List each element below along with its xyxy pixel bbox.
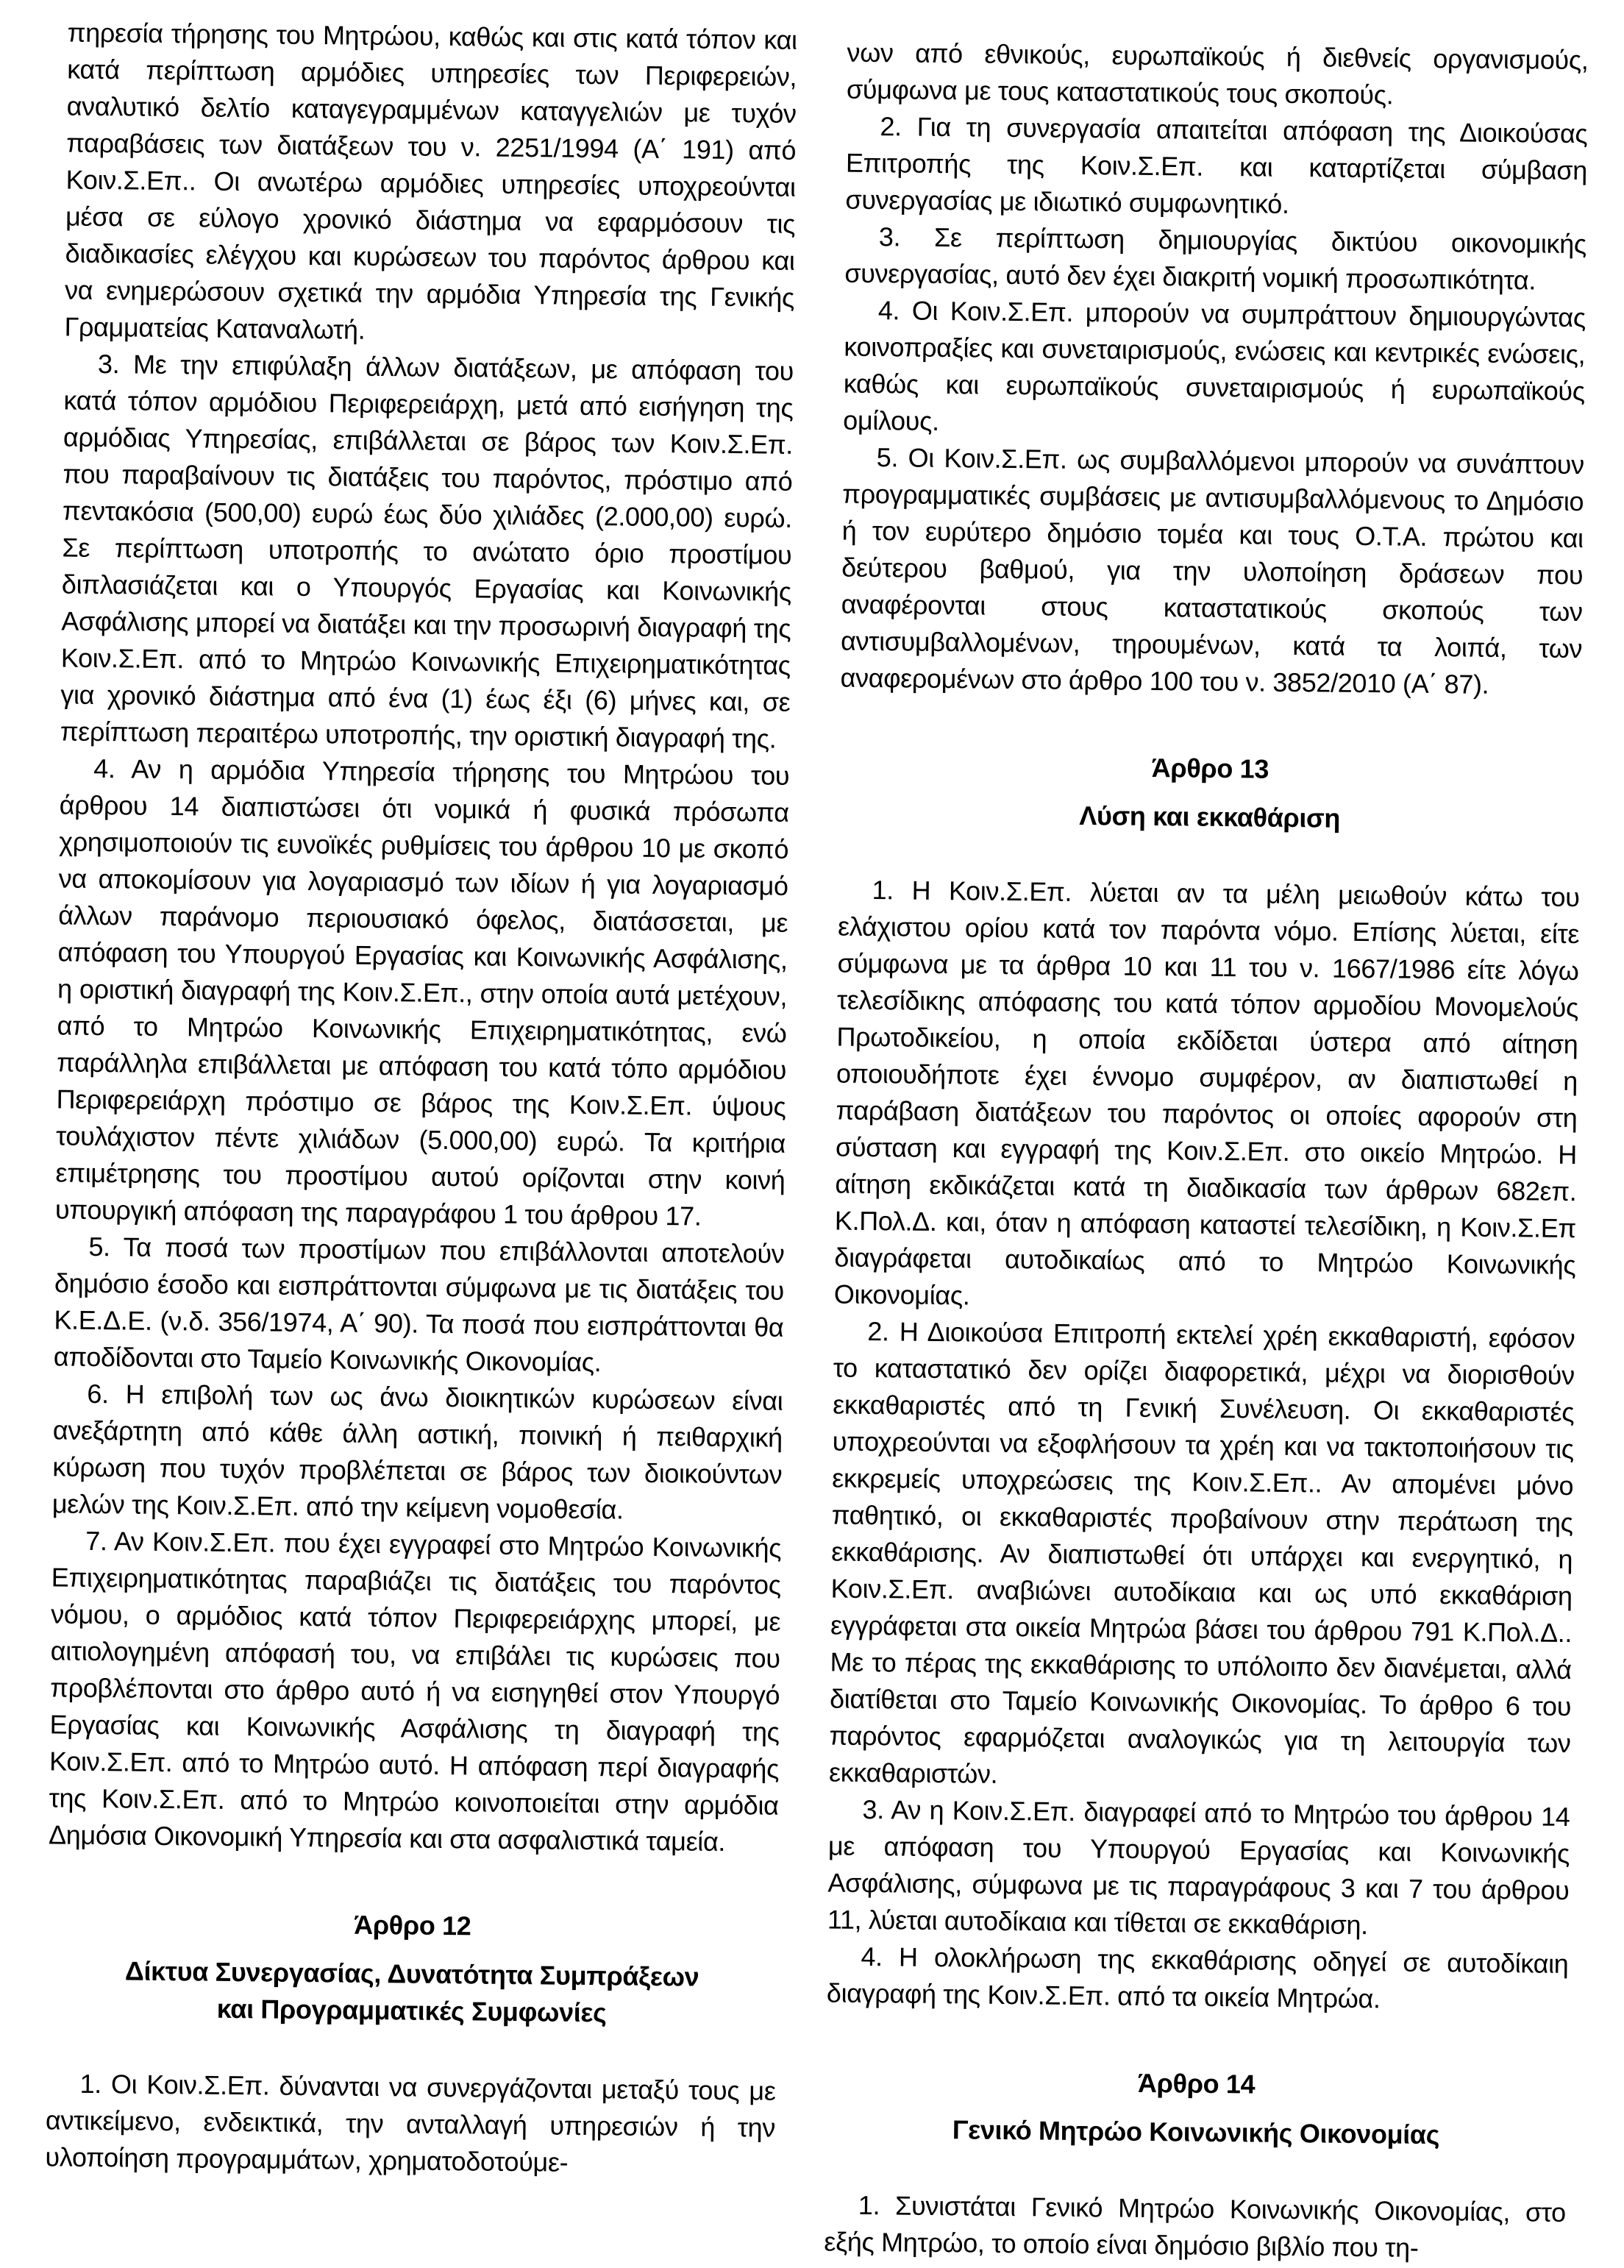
article-title: Άρθρο 13 <box>1151 752 1269 784</box>
paragraph: 1. Η Κοιν.Σ.Επ. λύεται αν τα μέλη μειωθούν κάτω του ελάχιστου ορίου κατά τον παρόντα νόμο. Επίσης λύεται, είτε σύμφωνα με τα άρθρα 10 και 11 του ν. 1667/1986 είτε λόγω τελεσίδικης απόφασης του κατά τόπον αρμοδίου Μονομελούς Πρωτοδικείου, η οποία εκδίδεται ύστερα από αίτηση οποιουδήποτε έχει έννομο συμφέρον, αν διαπιστωθεί η παράβαση διατάξεων του παρόντος οι οποίες αφορούν στη σύσταση και εγγραφή της Κοιν.Σ.Επ. στο οικείο Μητρώο. Η αίτηση εκδικάζεται κατά τη διαδικασία των άρθρων 682επ. Κ.Πολ.Δ. και, όταν η απόφαση καταστεί τελεσίδικη, η Κοιν.Σ.Επ διαγράφεται αυτοδικαίως από το Μητρώο Κοινωνικής Οικονομίας. <box>833 875 1580 1311</box>
paragraph: 6. Η επιβολή των ως άνω διοικητικών κυρώσεων είναι ανεξάρτητη από κάθε άλλη αστική, ποινική ή πειθαρχική κύρωση που τυχόν προβλέπεται σε βάρος των διοικούντων μελών της Κοιν.Σ.Επ. από την κείμενη νομοθεσία. <box>51 1378 783 1525</box>
article-12-heading <box>46 1903 777 2033</box>
paragraph: 3. Αν η Κοιν.Σ.Επ. διαγραφεί από το Μητρώο του άρθρου 14 με απόφαση του Υπουργού Εργασίας και Κοινωνικής Ασφάλισης, σύμφωνα με τις παραγράφους 3 και 7 του άρθρου 11, λύεται αυτοδίκαια και τίθεται σε εκκαθάριση. <box>827 1794 1570 1941</box>
article-subtitle: Λύση και εκκαθάριση <box>1079 800 1341 833</box>
paragraph: 2. Για τη συνεργασία απαιτείται απόφαση της Διοικούσας Επιτροπής της Κοιν.Σ.Επ. και καταρτίζεται σύμβαση συνεργασίας με ιδιωτικό συμφωνητικό. <box>845 111 1588 219</box>
text-column-left <box>44 15 797 2260</box>
article-title: Άρθρο 12 <box>354 1909 471 1941</box>
paragraph: 4. Αν η αρμόδια Υπηρεσία τήρησης του Μητρώου του άρθρου 14 διαπιστώσει ότι νομικά ή φυσικά πρόσωπα χρησιμοποιούν τις ευνοϊκές ρυθμίσεις του άρθρου 10 με σκοπό να αποκομίσουν για λογαριασμό των ιδίων ή για λογαριασμό άλλων παράνομο περιουσιακό όφελος, διατάσσεται, με απόφαση του Υπουργού Εργασίας και Κοινωνικής Ασφάλισης, η οριστική διαγραφή της Κοιν.Σ.Επ., στην οποία αυτά μετέχουν, από το Μητρώο Κοινωνικής Επιχειρηματικότητας, ενώ παράλληλα επιβάλλεται με απόφαση του κατά τόπο αρμόδιου Περιφερειάρχη πρόστιμο σε βάρος της Κοιν.Σ.Επ. ύψους τουλάχιστον πέντε χιλιάδων (5.000,00) ευρώ. Τα κριτήρια επιμέτρησης του προστίμου αυτού ορίζονται στην κοινή υπουργική απόφαση της παραγράφου 1 του άρθρου 17. <box>54 753 790 1231</box>
paragraph: 5. Οι Κοιν.Σ.Επ. ως συμβαλλόμενοι μπορούν να συνάπτουν προγραμματικές συμβάσεις με αντισυμβαλλόμενους το Δημόσιο ή τον ευρύτερο δημόσιο τομέα και τους Ο.Τ.Α. πρώτου και δεύτερου βαθμού, για την υλοποίηση δράσεων που αναφέρονται στους καταστατικούς σκοπούς των αντισυμβαλλομένων, τηρουμένων, κατά τα λοιπά, των αναφερομένων στο άρθρο 100 του ν. 3852/2010 (Α΄ 87). <box>840 442 1584 700</box>
paragraph: 5. Τα ποσά των προστίμων που επιβάλλονται αποτελούν δημόσιο έσοδο και εισπράττονται σύμφωνα με τις διατάξεις του Κ.Ε.Δ.Ε. (ν.δ. 356/1974, Α΄ 90). Τα ποσά που εισπράττονται θα αποδίδονται στο Ταμείο Κοινωνικής Οικονομίας. <box>53 1231 785 1378</box>
paragraph: 2. Η Διοικούσα Επιτροπή εκτελεί χρέη εκκαθαριστή, εφόσον το καταστατικό δεν ορίζει διαφορετικά, μέχρι να διορισθούν εκκαθαριστές από τη Γενική Συνέλευση. Οι εκκαθαριστές υποχρεούνται να εξοφλήσουν τα χρέη και να τακτοποιήσουν τις εκκρεμείς υποχρεώσεις της Κοιν.Σ.Επ.. Αν απομένει μόνο παθητικό, οι εκκαθαριστές προβαίνουν στην περάτωση της εκκαθάρισης. Αν διαπιστωθεί ότι υπάρχει και ενεργητικό, η Κοιν.Σ.Επ. αναβιώνει αυτοδίκαια και ως υπό εκκαθάριση εγγράφεται στα οικεία Μητρώα βάσει του άρθρου 791 Κ.Πολ.Δ.. Με το πέρας της εκκαθάρισης το υπόλοιπο δεν διανέμεται, αλλά διατίθεται στο Ταμείο Κοινωνικής Οικονομίας. Το άρθρο 6 του παρόντος εφαρμόζεται αναλογικώς για τη λειτουργία των εκκαθαριστών. <box>828 1315 1575 1789</box>
paragraph: 3. Με την επιφύλαξη άλλων διατάξεων, με απόφαση του κατά τόπον αρμόδιου Περιφερειάρχη, μετά από εισήγηση της αρμόδιας Υπηρεσίας, επιβάλλεται σε βάρος των Κοιν.Σ.Επ. που παραβαίνουν τις διατάξεις του παρόντος, πρόστιμο από πεντακόσια (500,00) ευρώ έως δύο χιλιάδες (2.000,00) ευρώ. Σε περίπτωση υποτροπής το ανώτατο όριο προστίμου διπλασιάζεται και ο Υπουργός Εργασίας και Κοινωνικής Ασφάλισης μπορεί να διατάξει και την προσωρινή διαγραφή της Κοιν.Σ.Επ. από το Μητρώο Κοινωνικής Επιχειρηματικότητας για χρονικό διάστημα από ένα (1) έως έξι (6) μήνες και, σε περίπτωση περαιτέρω υποτροπής, την οριστική διαγραφή της. <box>60 348 794 754</box>
article-title: Άρθρο 14 <box>1137 2067 1256 2100</box>
article-14-heading <box>825 2061 1567 2155</box>
article-subtitle: Γενικό Μητρώο Κοινωνικής Οικονομίας <box>952 2114 1440 2150</box>
paragraph: 4. Οι Κοιν.Σ.Επ. μπορούν να συμπράττουν δημιουργώντας κοινοπραξίες και συνεταιρισμούς, ενώσεις και κεντρικές ενώσεις, καθώς και ευρωπαϊκούς συνεταιρισμούς ή ευρωπαϊκούς ομίλους. <box>843 295 1586 436</box>
paragraph: νων από εθνικούς, ευρωπαϊκούς ή διεθνείς οργανισμούς, σύμφωνα με τους καταστατικούς τους σκοπούς. <box>846 37 1589 110</box>
article-subtitle: και Προγραμματικές Συμφωνίες <box>216 1993 607 2028</box>
text-column-right <box>824 23 1589 2268</box>
paragraph: 7. Αν Κοιν.Σ.Επ. που έχει εγγραφεί στο Μητρώο Κοινωνικής Επιχειρηματικότητας παραβιάζει τις διατάξεις του παρόντος νόμου, ο αρμόδιος κατά τόπον Περιφερειάρχης μπορεί, με αιτιολογημένη απόφασή του, να επιβάλει τις κυρώσεις που προβλέπονται στο άρθρο αυτό ή να εισηγηθεί στον Υπουργό Εργασίας και Κοινωνικής Ασφάλισης τη διαγραφή της Κοιν.Σ.Επ. από το Μητρώο αυτό. Η απόφαση περί διαγραφής της Κοιν.Σ.Επ. από το Μητρώο κοινοποιείται στην αρμόδια Δημόσια Οικονομική Υπηρεσία και στα ασφαλιστικά ταμεία. <box>48 1525 782 1858</box>
page-content <box>44 15 1589 2268</box>
paragraph: 4. Η ολοκλήρωση της εκκαθάρισης οδηγεί σε αυτοδίκαιη διαγραφή της Κοιν.Σ.Επ. από τα οικεία Μητρώα. <box>826 1941 1569 2014</box>
article-13-heading <box>838 747 1581 840</box>
article-subtitle: Δίκτυα Συνεργασίας, Δυνατότητα Συμπράξεων <box>124 1955 699 1992</box>
paragraph: 1. Οι Κοιν.Σ.Επ. δύνανται να συνεργάζονται μεταξύ τους με αντικείμενο, ενδεικτικά, την ανταλλαγή υπηρεσιών ή την υλοποίηση προγραμμάτων, χρηματοδοτούμε- <box>45 2068 776 2178</box>
paragraph: 1. Συνιστάται Γενικό Μητρώο Κοινωνικής Οικονομίας, στο εξής Μητρώο, το οποίο είναι δημόσιο βιβλίο που τη- <box>824 2189 1567 2263</box>
paragraph: πηρεσία τήρησης του Μητρώου, καθώς και στις κατά τόπον και κατά περίπτωση αρμόδιες υπηρεσίες των Περιφερειών, αναλυτικό δελτίο καταγεγραμμένων καταγγελιών με τυχόν παραβάσεις των διατάξεων του ν. 2251/1994 (Α΄ 191) από Κοιν.Σ.Επ.. Οι ανωτέρω αρμόδιες υπηρεσίες υποχρεούνται μέσα σε εύλογο χρονικό διάστημα να εφαρμόσουν τις διαδικασίες ελέγχου και κυρώσεων του παρόντος άρθρου και να ενημερώσουν σχετικά την αρμόδια Υπηρεσία της Γενικής Γραμματείας Καταναλωτή. <box>64 17 797 345</box>
paragraph: 3. Σε περίπτωση δημιουργίας δικτύου οικονομικής συνεργασίας, αυτό δεν έχει διακριτή νομική προσωπικότητα. <box>844 221 1587 296</box>
